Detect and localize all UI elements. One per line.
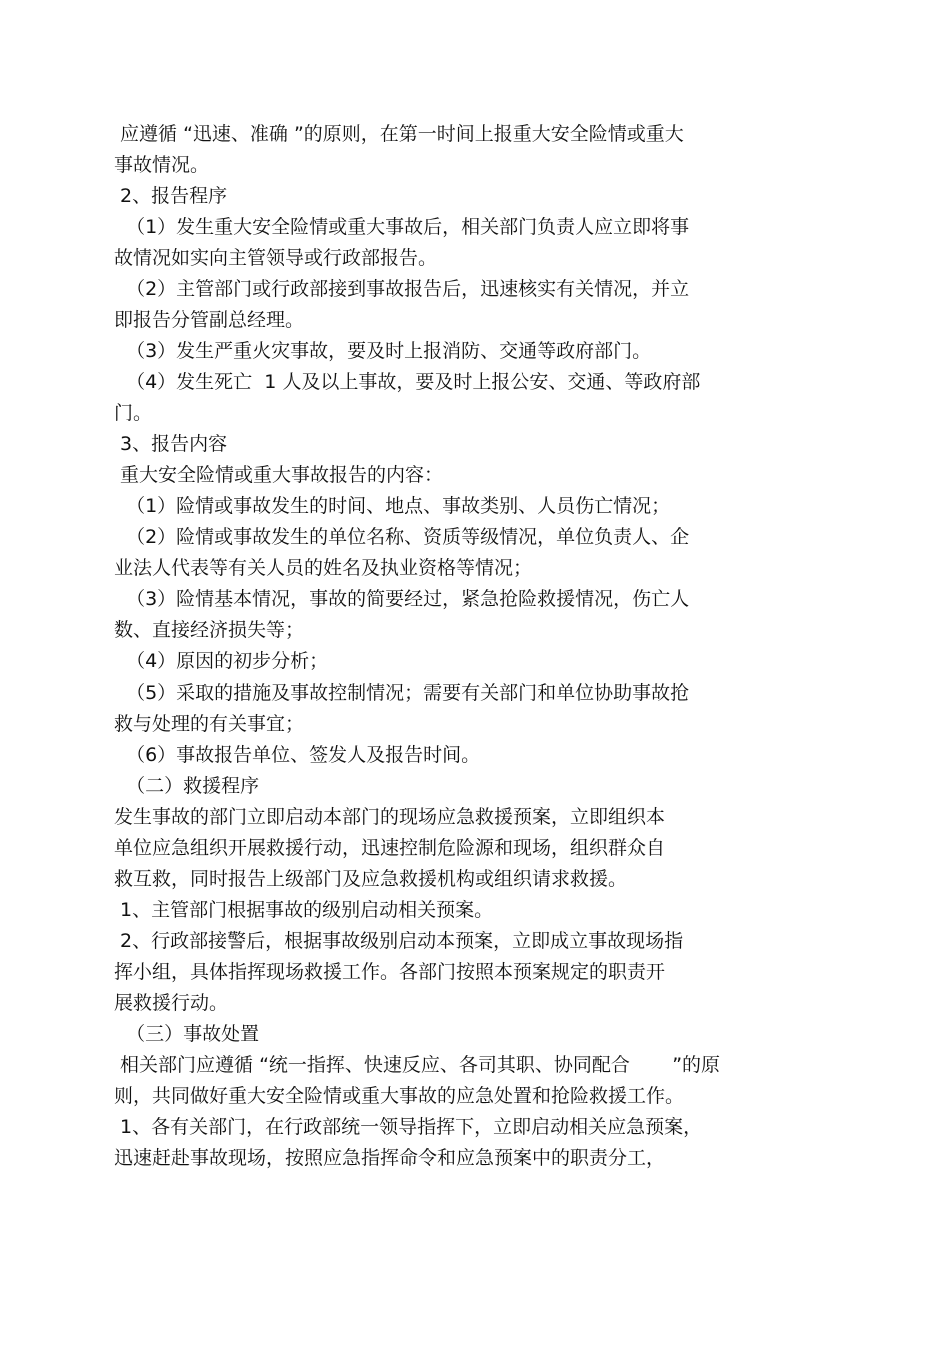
text-line: 则，共同做好重大安全险情或重大事故的应急处置和抢险救援工作。 <box>114 1085 685 1107</box>
text-line: 故情况如实向主管领导或行政部报告。 <box>114 247 438 269</box>
text-line: （3）发生严重火灾事故，要及时上报消防、交通等政府部门。 <box>114 340 652 362</box>
text-line: 单位应急组织开展救援行动，迅速控制危险源和现场，组织群众自 <box>114 837 666 859</box>
text-line: （6）事故报告单位、签发人及报告时间。 <box>114 744 481 766</box>
text-line: （1）发生重大安全险情或重大事故后，相关部门负责人应立即将事 <box>114 216 690 238</box>
text-line: 重大安全险情或重大事故报告的内容： <box>114 464 444 486</box>
section-heading: 2、报告程序 <box>114 185 228 207</box>
text-line: （3）险情基本情况，事故的简要经过，紧急抢险救援情况，伤亡人 <box>114 588 690 610</box>
text-line: 应遵循 “迅速、准确 ”的原则，在第一时间上报重大安全险情或重大 <box>114 123 684 145</box>
text-line: 门。 <box>114 402 153 424</box>
text-line: 业法人代表等有关人员的姓名及执业资格等情况； <box>114 557 533 579</box>
text-line: （5）采取的措施及事故控制情况；需要有关部门和单位协助事故抢 <box>114 682 690 704</box>
text-line: 即报告分管副总经理。 <box>114 309 305 331</box>
text-line: 1、各有关部门，在行政部统一领导指挥下，立即启动相关应急预案， <box>114 1116 703 1138</box>
text-line: 2、行政部接警后，根据事故级别启动本预案，立即成立事故现场指 <box>114 930 684 952</box>
text-line: 事故情况。 <box>114 154 210 176</box>
text-line: （2）险情或事故发生的单位名称、资质等级情况，单位负责人、企 <box>114 526 690 548</box>
text-line: 数、直接经济损失等； <box>114 619 305 641</box>
text-line: （4）原因的初步分析； <box>114 650 329 672</box>
text-line: 救与处理的有关事宜； <box>114 713 305 735</box>
text-line: 展救援行动。 <box>114 992 229 1014</box>
text-line: 发生事故的部门立即启动本部门的现场应急救援预案，立即组织本 <box>114 806 666 828</box>
section-heading: 3、报告内容 <box>114 433 228 455</box>
text-line: （2）主管部门或行政部接到事故报告后，迅速核实有关情况，并立 <box>114 278 690 300</box>
section-heading: （二）救援程序 <box>114 775 260 797</box>
text-line: 迅速赶赴事故现场，按照应急指挥命令和应急预案中的职责分工， <box>114 1147 666 1169</box>
text-line: （4）发生死亡 1 人及以上事故，要及时上报公安、交通、等政府部 <box>114 371 701 393</box>
section-heading: （三）事故处置 <box>114 1023 260 1045</box>
text-line: 救互救，同时报告上级部门及应急救援机构或组织请求救援。 <box>114 868 628 890</box>
text-line: 挥小组，具体指挥现场救援工作。各部门按照本预案规定的职责开 <box>114 961 666 983</box>
text-line: 1、主管部门根据事故的级别启动相关预案。 <box>114 899 494 921</box>
text-line: 相关部门应遵循 “统一指挥、快速反应、各司其职、协同配合 ”的原 <box>114 1054 721 1076</box>
text-line: （1）险情或事故发生的时间、地点、事故类别、人员伤亡情况； <box>114 495 671 517</box>
